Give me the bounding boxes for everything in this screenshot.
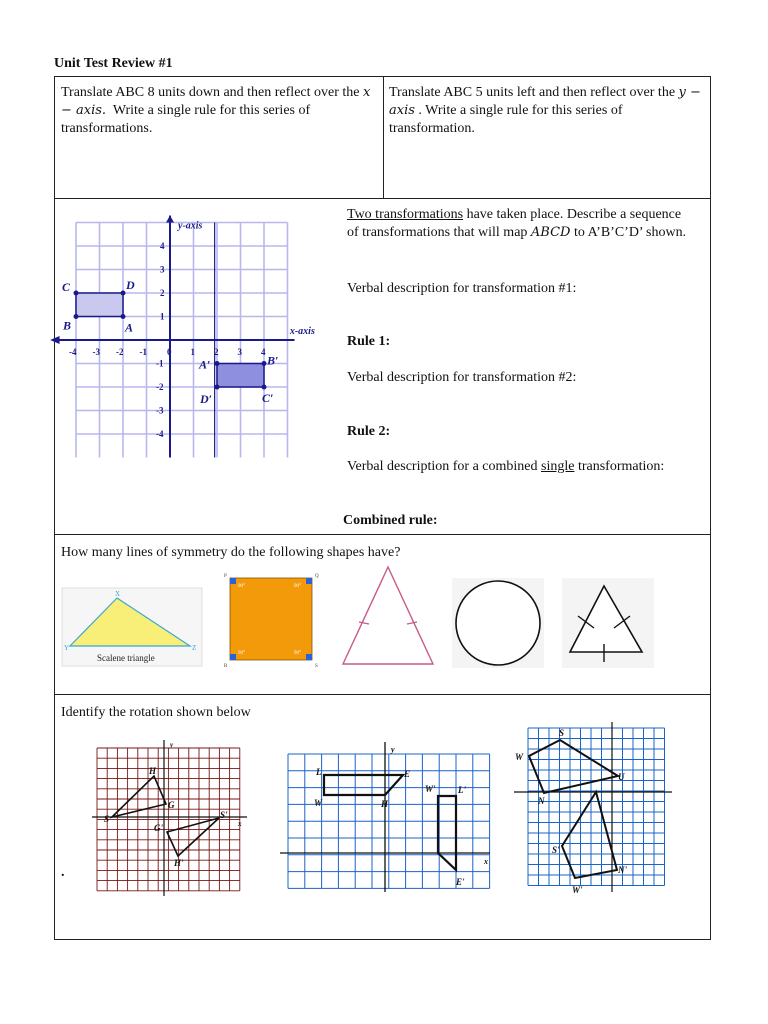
rotation-graph-2 <box>280 740 495 895</box>
label-u: U <box>618 772 625 782</box>
label-n: N <box>538 796 545 806</box>
label-e-prime: E' <box>456 877 465 887</box>
label-l-prime: L' <box>458 785 466 795</box>
math-y-axis: y − axis <box>389 85 701 118</box>
x-tick-label: 0 <box>167 347 172 357</box>
isosceles-triangle-figure <box>340 564 436 668</box>
square-figure <box>224 572 320 668</box>
svg-text:90°: 90° <box>294 651 301 656</box>
combined-rule-label: Combined rule: <box>343 513 438 528</box>
y-tick-label: -2 <box>156 382 164 392</box>
label-s-prime: S' <box>220 810 228 820</box>
bullet-dot: . <box>61 865 65 880</box>
verbal-desc-1: Verbal description for transformation #1: <box>347 281 577 296</box>
svg-text:Y: Y <box>64 644 70 652</box>
y-tick-label: 2 <box>160 288 165 298</box>
y-axis-label: y <box>170 741 174 749</box>
math-x-axis: x − axis. <box>61 85 371 118</box>
trapezoid-image <box>438 796 456 870</box>
rule-2-label: Rule 2: <box>347 424 391 439</box>
y-tick-label: 4 <box>160 241 165 251</box>
question-1: Translate ABC 8 units down and then reflect over the x − axis. Write a single rule for this series of transformations. <box>61 85 371 136</box>
vertex-point <box>262 385 267 390</box>
row-divider-2 <box>55 534 710 535</box>
y-axis-label: y <box>391 745 395 754</box>
x-tick-label: 1 <box>190 347 195 357</box>
vertex-point <box>262 361 267 366</box>
svg-text:90°: 90° <box>294 584 301 589</box>
question-3-intro: Two transformations have taken place. Describe a sequence of transformations that will map ABCD to A’B’C’D’ shown. <box>347 207 687 240</box>
x-tick-label: -2 <box>116 347 124 357</box>
label-n-prime: N' <box>618 865 627 875</box>
svg-text:90°: 90° <box>238 584 245 589</box>
label-e: E <box>404 769 411 779</box>
vertex-point <box>74 291 79 296</box>
question-5-prompt: Identify the rotation shown below <box>61 705 251 720</box>
svg-text:S: S <box>315 664 318 669</box>
y-axis-arrow <box>166 215 174 222</box>
x-tick-label: 4 <box>261 347 266 357</box>
label-h: H <box>381 799 389 809</box>
verbal-desc-2: Verbal description for transformation #2: <box>347 370 577 385</box>
label-l: L <box>316 767 322 777</box>
row-divider-3 <box>55 694 710 695</box>
x-axis-label: x <box>238 820 242 828</box>
label-g-prime: G' <box>154 823 163 833</box>
vertex-point <box>215 385 220 390</box>
svg-text:90°: 90° <box>238 651 245 656</box>
rotation-graph-1 <box>92 738 252 898</box>
circle-figure <box>452 578 544 668</box>
x-axis-label: x <box>484 857 488 866</box>
label-w-prime: W' <box>425 784 436 794</box>
vertex-label-d-prime: D′ <box>200 392 213 406</box>
coordinate-graph <box>62 212 340 467</box>
label-h-prime: H' <box>174 858 184 868</box>
question-4-prompt: How many lines of symmetry do the following shapes have? <box>61 545 401 560</box>
trapezoid-lweh <box>324 775 403 795</box>
quad-swnu <box>529 740 618 793</box>
y-tick-label: -4 <box>156 429 164 439</box>
x-axis-label: x-axis <box>289 326 315 337</box>
verbal-desc-combined: Verbal description for a combined single transformation: <box>347 459 665 474</box>
figure-abcd-image <box>217 364 264 388</box>
y-tick-label: -3 <box>156 405 164 416</box>
label-s: S <box>559 728 565 738</box>
question-2: Translate ABC 5 units left and then reflect over the y − axis . Write a single rule for this series of transformation. <box>389 85 701 136</box>
equilateral-triangle-figure <box>562 578 654 668</box>
label-g: G <box>168 800 175 810</box>
svg-text:Q: Q <box>315 574 319 579</box>
y-tick-label: 1 <box>160 311 165 322</box>
y-tick-label: 3 <box>160 264 165 275</box>
y-axis-label: y-axis <box>178 220 203 232</box>
vertex-label-a-prime: A′ <box>199 357 211 372</box>
label-w: W <box>515 752 524 762</box>
scalene-triangle-figure <box>62 588 202 666</box>
vertex-label-d: D <box>126 278 135 292</box>
x-tick-label: 2 <box>214 347 219 357</box>
figure-abcd <box>76 293 123 317</box>
rotation-graph-3 <box>512 720 674 895</box>
y-tick-label: -1 <box>156 358 164 369</box>
label-s: S <box>104 814 110 824</box>
x-tick-label: -1 <box>139 347 147 357</box>
vertex-point <box>74 314 79 319</box>
label-w: W <box>314 798 323 808</box>
vertex-label-b-prime: B′ <box>267 353 279 368</box>
label-s-prime: S' <box>552 845 560 855</box>
scalene-caption: Scalene triangle <box>97 653 155 663</box>
vertex-point <box>215 361 220 366</box>
svg-text:Z: Z <box>192 644 197 652</box>
vertex-point <box>121 314 126 319</box>
page-title: Unit Test Review #1 <box>54 56 173 71</box>
x-tick-label: -3 <box>92 347 100 357</box>
rule-1-label: Rule 1: <box>347 334 391 349</box>
svg-text:X: X <box>115 590 121 598</box>
vertex-label-c-prime: C′ <box>262 391 274 405</box>
label-w-prime: W' <box>572 885 583 895</box>
vertex-point <box>121 291 126 296</box>
x-tick-label: 3 <box>237 347 242 357</box>
vertex-label-b: B <box>63 318 72 333</box>
vertex-label-c: C <box>62 280 71 294</box>
svg-text:R: R <box>224 664 228 669</box>
col-divider <box>383 77 384 198</box>
row-divider-1 <box>55 198 710 199</box>
vertex-label-a: A <box>125 320 134 335</box>
svg-text:P: P <box>224 574 227 579</box>
label-h: H <box>149 766 157 776</box>
x-tick-label: -4 <box>69 347 77 357</box>
